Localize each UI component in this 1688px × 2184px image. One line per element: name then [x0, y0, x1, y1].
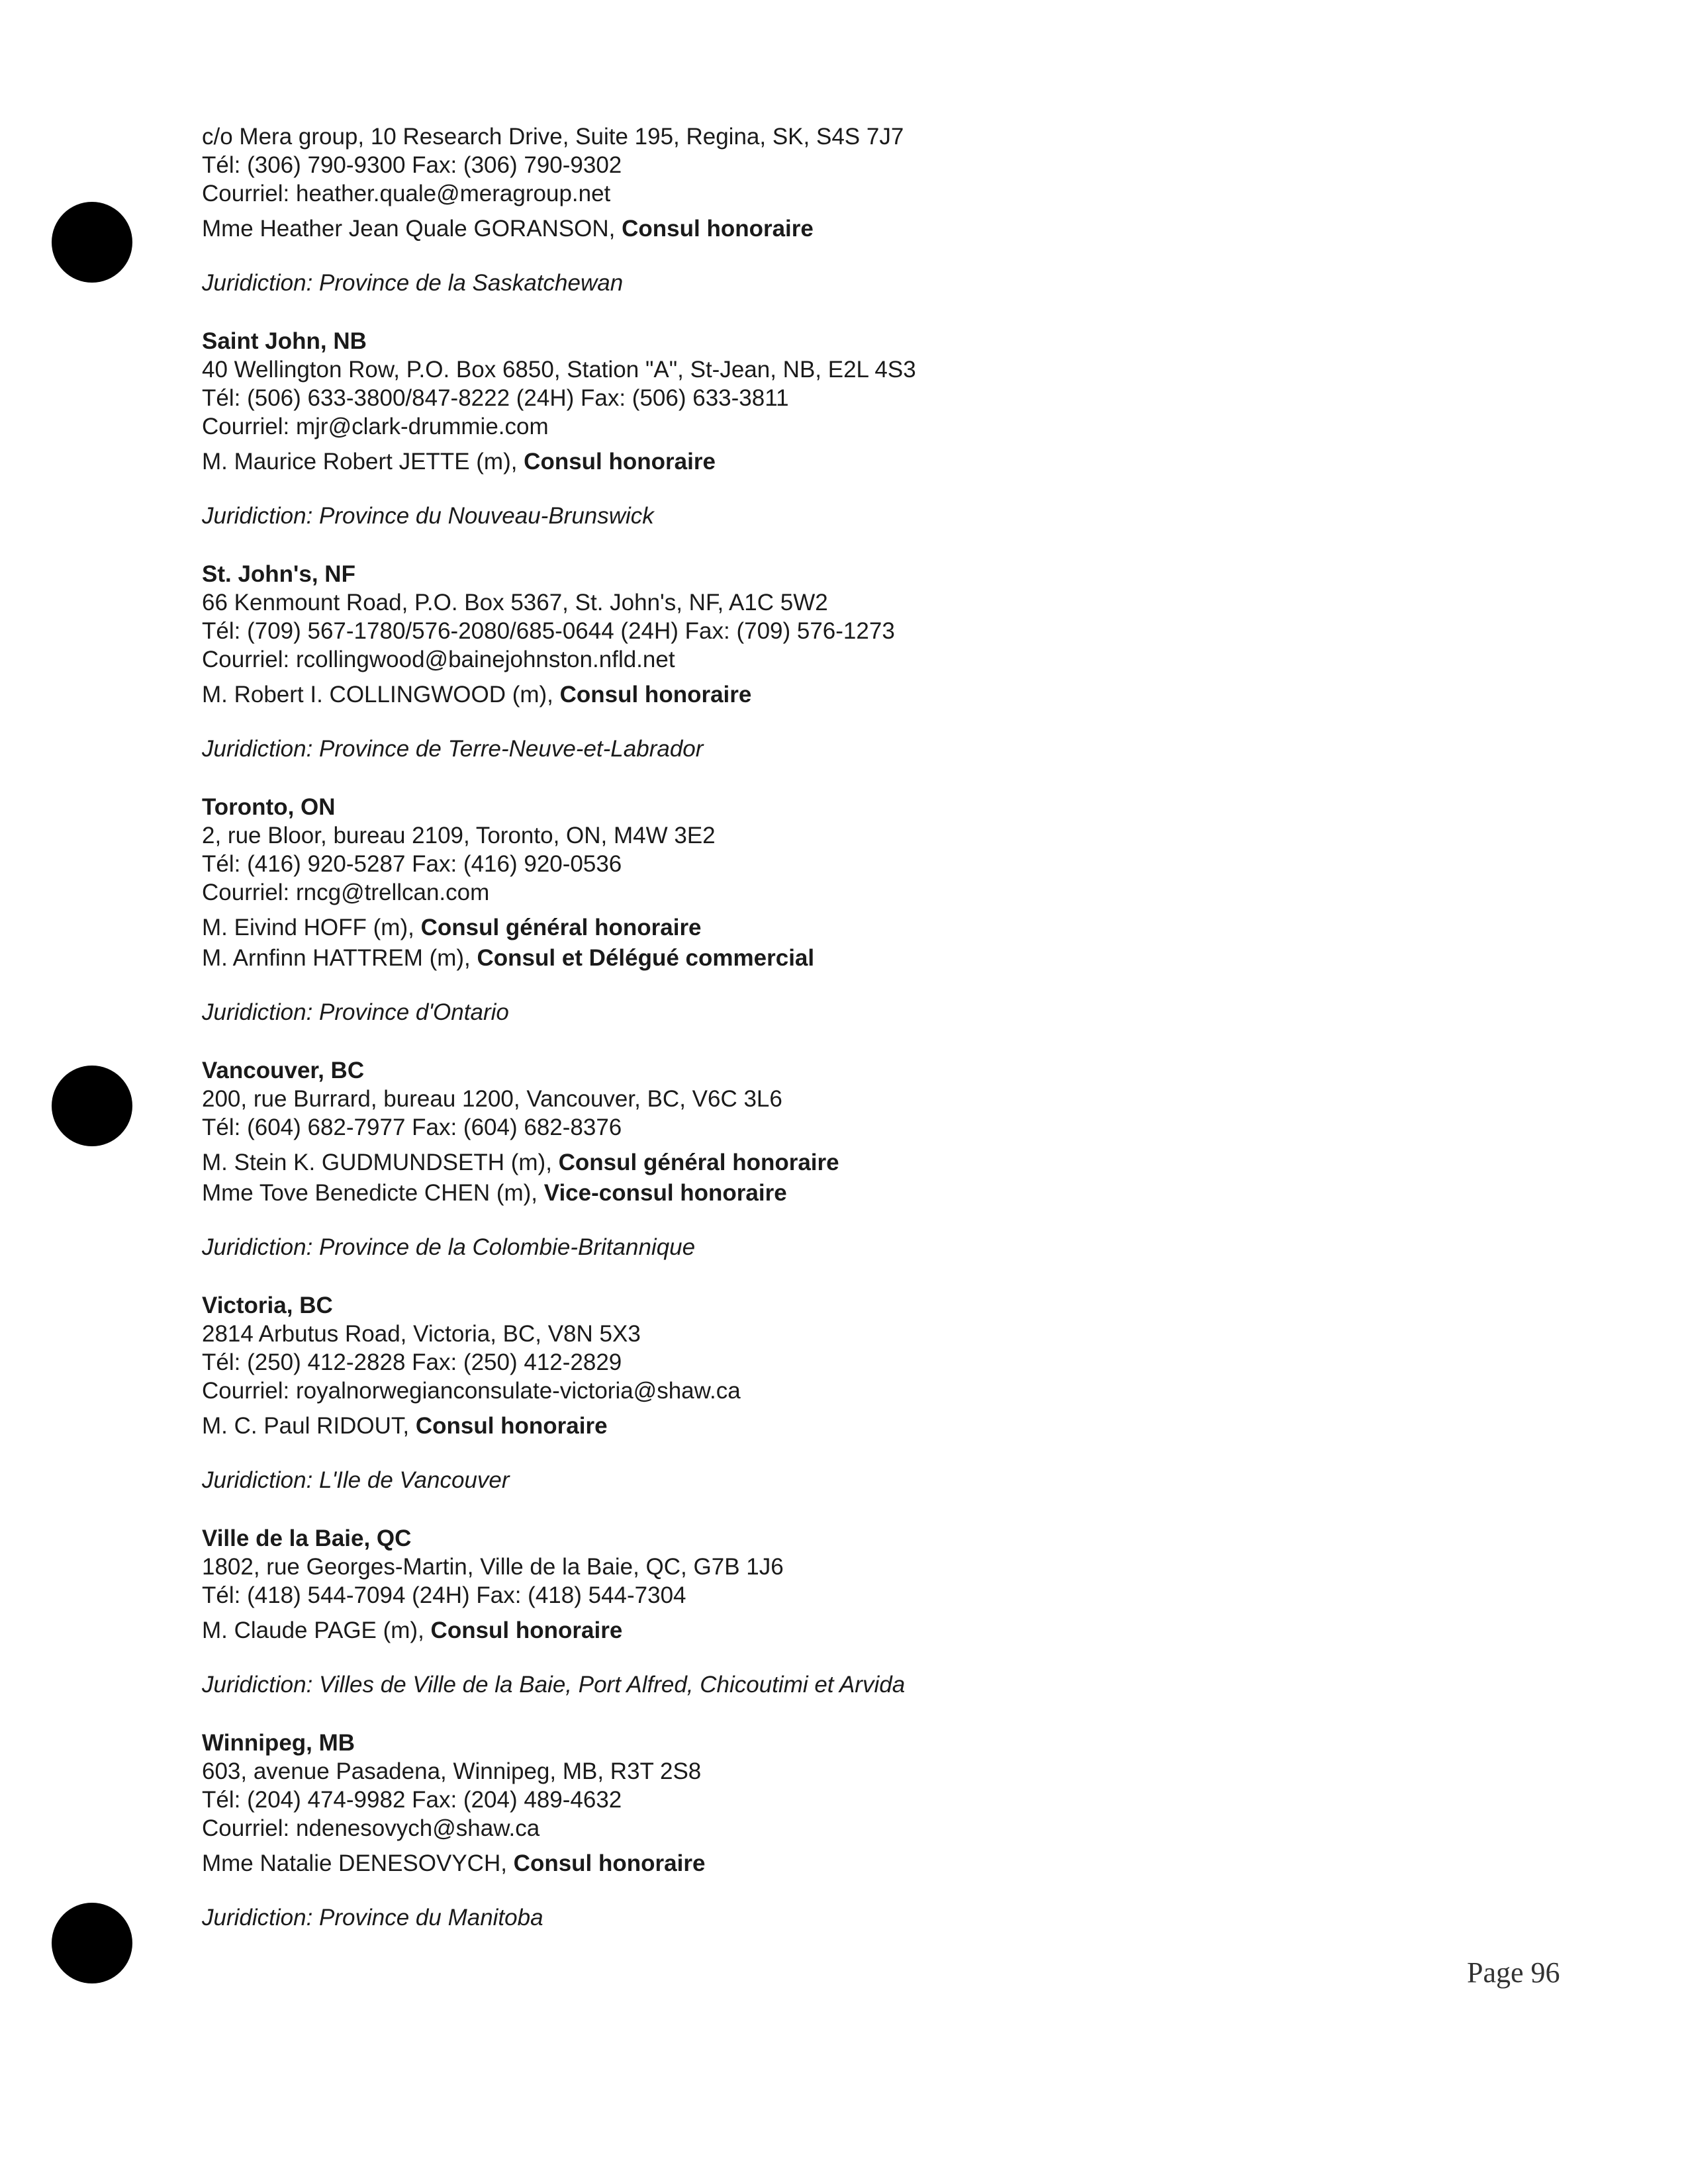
address-line: c/o Mera group, 10 Research Drive, Suite 195, Regina, SK, S4S 7J7 [202, 124, 904, 150]
city-heading: Ville de la Baie, QC [202, 1525, 412, 1551]
jurisdiction: Juridiction: Province du Manitoba [202, 1905, 543, 1931]
jurisdiction: Juridiction: Province de la Saskatchewan [202, 270, 624, 296]
punch-hole [52, 1903, 132, 1983]
consul-title: Consul honoraire [524, 449, 716, 475]
contact-line: Tél: (204) 474-9982 Fax: (204) 489-4632 [202, 1787, 622, 1813]
consul-title: Consul honoraire [415, 1413, 608, 1439]
contact-line: Tél: (418) 544-7094 (24H) Fax: (418) 544-7304 [202, 1582, 686, 1608]
consul-title: Consul général honoraire [420, 915, 702, 940]
consulate-entry [202, 1524, 1460, 1699]
contact-line: Courriel: rcollingwood@bainejohnston.nfld.net [202, 647, 675, 672]
consul-line [202, 913, 1460, 942]
contact-line: 603, avenue Pasadena, Winnipeg, MB, R3T 2S8 [202, 1758, 702, 1784]
contact-line: Courriel: royalnorwegianconsulate-victoria@shaw.ca [202, 1378, 741, 1404]
consul-line [202, 1148, 1460, 1177]
jurisdiction: Juridiction: Province d'Ontario [202, 999, 509, 1025]
consul-title: Consul général honoraire [558, 1150, 839, 1175]
consul-title: Vice-consul honoraire [543, 1180, 787, 1206]
contact-line: 66 Kenmount Road, P.O. Box 5367, St. John's, NF, A1C 5W2 [202, 590, 828, 615]
consul-title: Consul honoraire [622, 216, 814, 242]
consulate-entry [202, 1291, 1460, 1494]
contact-line: Tél: (604) 682-7977 Fax: (604) 682-8376 [202, 1115, 622, 1140]
consul-name: M. Maurice Robert JETTE (m), [202, 449, 524, 475]
entries-container [202, 327, 1460, 1932]
consul-name: M. Robert I. COLLINGWOOD (m), [202, 682, 560, 707]
contact-line: 200, rue Burrard, bureau 1200, Vancouver, BC, V6C 3L6 [202, 1086, 782, 1112]
city-heading: Victoria, BC [202, 1293, 333, 1318]
consul-name: Mme Natalie DENESOVYCH, [202, 1850, 514, 1876]
contact-line: Tél: (709) 567-1780/576-2080/685-0644 (24H) Fax: (709) 576-1273 [202, 618, 895, 644]
jurisdiction: Juridiction: Province du Nouveau-Brunswick [202, 503, 654, 529]
consul-title: Consul honoraire [559, 682, 752, 707]
contact-line: Courriel: ndenesovych@shaw.ca [202, 1815, 540, 1841]
contact-line: 2814 Arbutus Road, Victoria, BC, V8N 5X3 [202, 1321, 641, 1347]
consul-name: Mme Heather Jean Quale GORANSON, [202, 216, 622, 242]
page-number: Page 96 [1467, 1956, 1560, 1989]
contact-line: Tél: (416) 920-5287 Fax: (416) 920-0536 [202, 851, 622, 877]
jurisdiction: Juridiction: Villes de Ville de la Baie, Port Alfred, Chicoutimi et Arvida [202, 1672, 906, 1698]
consul-line [202, 1412, 1460, 1441]
jurisdiction: Juridiction: L'Ile de Vancouver [202, 1467, 510, 1493]
consul-line [202, 944, 1460, 973]
city-heading: Toronto, ON [202, 794, 336, 820]
consulate-entry [202, 1729, 1460, 1932]
consulate-entry [202, 327, 1460, 530]
consul-name: Mme Tove Benedicte CHEN (m), [202, 1180, 544, 1206]
city-heading: Saint John, NB [202, 328, 367, 354]
consul-name: M. C. Paul RIDOUT, [202, 1413, 416, 1439]
consul-line [202, 447, 1460, 477]
phone-line: Tél: (306) 790-9300 Fax: (306) 790-9302 [202, 152, 622, 178]
consul-line [202, 1179, 1460, 1208]
jurisdiction: Juridiction: Province de la Colombie-Britannique [202, 1234, 696, 1260]
consul-name: M. Claude PAGE (m), [202, 1617, 431, 1643]
contact-line: Courriel: rncg@trellcan.com [202, 880, 490, 905]
consul-name: M. Eivind HOFF (m), [202, 915, 421, 940]
consulate-entry [202, 793, 1460, 1026]
consulate-entry [202, 1056, 1460, 1261]
contact-line: 2, rue Bloor, bureau 2109, Toronto, ON, M4W 3E2 [202, 823, 716, 848]
consul-title: Consul honoraire [513, 1850, 706, 1876]
consul-title: Consul et Délégué commercial [477, 945, 815, 971]
city-heading: Vancouver, BC [202, 1058, 365, 1083]
consul-name: M. Stein K. GUDMUNDSETH (m), [202, 1150, 559, 1175]
contact-line: 40 Wellington Row, P.O. Box 6850, Station "A", St-Jean, NB, E2L 4S3 [202, 357, 916, 383]
contact-line: Tél: (506) 633-3800/847-8222 (24H) Fax: (506) 633-3811 [202, 385, 789, 411]
contact-line: Courriel: mjr@clark-drummie.com [202, 414, 549, 439]
city-heading: St. John's, NF [202, 561, 355, 587]
consul-line [202, 1849, 1460, 1878]
punch-hole [52, 202, 132, 283]
consul-line [202, 1616, 1460, 1645]
consul-line [202, 214, 1460, 244]
consul-line [202, 680, 1460, 709]
email-line: Courriel: heather.quale@meragroup.net [202, 181, 611, 206]
punch-hole [52, 1066, 132, 1146]
contact-line: Tél: (250) 412-2828 Fax: (250) 412-2829 [202, 1349, 622, 1375]
consul-title: Consul honoraire [430, 1617, 623, 1643]
consulate-entry-regina [202, 122, 1460, 297]
jurisdiction: Juridiction: Province de Terre-Neuve-et-Labrador [202, 736, 704, 762]
city-heading: Winnipeg, MB [202, 1730, 355, 1756]
consulate-list [202, 122, 1460, 1962]
contact-line: 1802, rue Georges-Martin, Ville de la Baie, QC, G7B 1J6 [202, 1554, 784, 1580]
consulate-entry [202, 560, 1460, 763]
consul-name: M. Arnfinn HATTREM (m), [202, 945, 477, 971]
